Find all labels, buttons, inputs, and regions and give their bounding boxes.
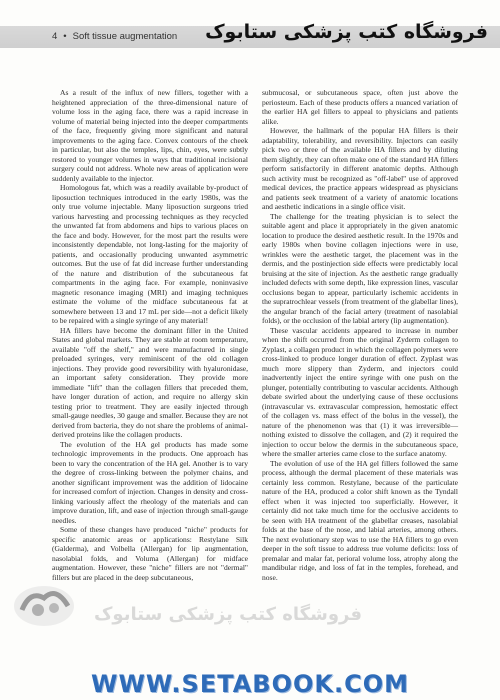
store-banner: فروشگاه کتب پزشکی ستابوک xyxy=(205,21,488,43)
page-number: 4 xyxy=(52,31,58,42)
paragraph: These vascular accidents appeared to increase in number when the shift occurred from the original Zyderm collagen to Zyplast, a collagen product in which the collagen polymers were cross-linked to produce longer duration of effect. Zyplast was much more slippery than Zyderm, and injectors could inadvertently inject the entire syringe with one push on the plunger, potentially contributing to vascular accidents. Although debate swirled about the underlying cause of these occlusions (intravascular vs. extravascular compression, hemostatic effect of the collagen vs. mass effect of the bolus in the vessel), the nature of the phenomenon was that (1) it was irreversible—nothing existed to dissolve the collagen, and (2) it required the injection to occur below the dermis in the subcutaneous space, where the smaller arteries came close to the surface anatomy. xyxy=(262,325,458,458)
paragraph: The evolution of the HA gel products has made some technologic improvements in the products. One approach has been to vary the concentration of the HA gel. Another is to vary the degree of cross-linking between the polymer chains, and another significant improvement was the addition of lidocaine for increased comfort of injection. Changes in density and cross-linking variously affect the rheology of the materials and can improve duration, lift, and ease of injection through small-gauge needles. xyxy=(52,439,248,525)
paragraph: As a result of the influx of new fillers, together with a heightened appreciation of the three-dimensional nature of volume loss in the aging face, there was a rapid increase in volume of material being injected into the deeper compartments of the face, frequently giving more significant and natural improvements to the aging face. Convex contours of the cheek in particular, but also the temples, lips, chin, eyes, were subtly restored to younger volumes in ways that traditional incisional surgery could not address. Whole new areas of application were suddenly available to the injector. xyxy=(52,88,248,183)
paragraph: However, the hallmark of the popular HA fillers is their adaptability, tolerability, and reversibility. Injectors can easily pick two or three of the available HA fillers and by diluting them slightly, they can often make one of the standard HA fillers perform satisfactorily in different anatomic depths. Although such activity must be recognized as "off-label" use of approved medical devices, the practice appears widespread as physicians and patients seek treatment of a variety of anatomic locations and aesthetic indications in a single office visit. xyxy=(262,126,458,211)
paragraph: Homologous fat, which was a readily available by-product of liposuction techniques introduced in the early 1980s, was the only true volume injectable. Many liposuction surgeons tried various harvesting and processing techniques as they recycled the unwanted fat from abdomens and hips to various places on the face and body. However, for the most part the results were inconsistently dependable, not long-lasting for the majority of patients, and occasionally producing unwanted asymmetric outcomes. But the use of fat did increase further understanding of the nature and distribution of the subcutaneous fat compartments in the aging face. For example, noninvasive magnetic resonance imaging (MRI) and imaging techniques estimate the volume of the midface subcutaneous fat at somewhere between 13 and 17 mL per side—not a deficit likely to be repaired with a single syringe of any material! xyxy=(52,183,248,325)
site-url-link[interactable]: WWW.SETABOOK.COM xyxy=(90,670,410,698)
right-column xyxy=(262,88,458,582)
watermark-text: فروشگاه کتب پزشکی ستابوک xyxy=(94,604,363,625)
paragraph: submucosal, or subcutaneous space, often just above the periosteum. Each of these products offers a nuanced variation of the earlier HA gel fillers to appeal to physicians and patients alike. xyxy=(262,88,458,126)
paragraph: The challenge for the treating physician is to select the suitable agent and place it appropriately in the given anatomic location to produce the desired aesthetic result. In the 1970s and early 1980s when bovine collagen injections were in use, wrinkles were the aesthetic target, the placement was in the dermis, and the postinjection side effects were predictably local bruising at the site of injection. As the aesthetic range gradually included defects with some depth, like expression lines, vascular occlusions began to appear, particularly ischemic accidents in the supratrochlear vessels (from treatment of the glabellar lines), the angular branch of the facial artery (treatment of nasolabial folds), or the occlusion of the labial artery (lip augmentation). xyxy=(262,211,458,325)
setabook-logo-icon xyxy=(10,576,80,630)
paragraph: The evolution of use of the HA gel fillers followed the same process, although the dermal placement of these materials was certainly less common. Restylane, because of the particulate nature of the HA, produced a color shift known as the Tyndall effect when it was injected too superficially. However, it certainly did not take much time for the occlusive accidents to be seen with HA treatment of the glabellar creases, nasolabial folds at the base of the nose, and labial arteries, among others. The next evolutionary step was to use the HA fillers to go even deeper in the soft tissue to address true volume deficits: loss of premalar and malar fat, perioral volume loss, atrophy along the mandibular ridge, and loss of fat in the temples, forehead, and nose. xyxy=(262,458,458,582)
running-title: Soft tissue augmentation xyxy=(72,31,178,42)
left-column xyxy=(52,88,248,582)
paragraph: Some of these changes have produced "niche" products for specific anatomic areas or applications: Restylane Silk (Galderma), and Volbella (Allergan) for lip augmentation, nasolabial folds, and Voluma (Allergan) for midface augmentation. However, these "niche" fillers are not "dermal" fillers but are placed in the deep subcutaneous, xyxy=(52,525,248,582)
paragraph: HA fillers have become the dominant filler in the United States and global markets. They are stable at room temperature, available "off the shelf," and were manufactured in single preloaded syringes, very reminiscent of the old collagen injections. They provide good reversibility with hyaluronidase, an important safety consideration. They provide more immediate "lift" than the collagen fillers that preceded them, have longer duration of action, and require no allergy skin testing prior to treatment. They are easily injected through small-gauge needles, 30 gauge and smaller. Because they are not derived from bacteria, they do not share the problems of animal-derived proteins like the collagen products. xyxy=(52,325,248,439)
running-head xyxy=(52,31,177,42)
bullet-separator: • xyxy=(63,31,67,42)
